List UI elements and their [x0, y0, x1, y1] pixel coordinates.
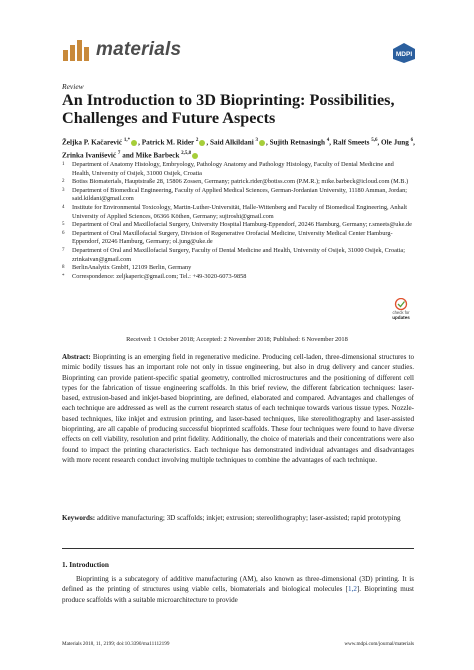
affiliation-item [62, 264, 412, 273]
affiliation-number: 4 [62, 204, 65, 210]
affiliation-text: Botiss Biomaterials, Hauptstraße 28, 15806 Zossen, Germany; patrick.rider@botiss.com (P.M.R.); mike.barbeck@icloud.com (M.B.) [72, 178, 409, 186]
orcid-icon[interactable] [131, 140, 137, 146]
abstract-text: Bioprinting is an emerging field in regenerative medicine. Producing cell-laden, three-dimensional structures to mimic bodily tissues has an important role not only in tissue engineering, but also in drug delivery and cancer studies. Bioprinting can provide patient-specific spatial geometry, controlled microstructures and the positioning of different cell types for the fabrication of tissue engineering scaffolds. In this brief review, the different fabrication techniques: laser-based, extrusion-based and inkjet-based bioprinting, are defined, elaborated and compared. Advantages and challenges of each technique are addressed as well as the current research status of each technique towards various tissue types. Nozzle-based techniques, like inkjet and extrusion printing, and laser-based techniques, like stereolithography and laser-assisted bioprinting, are all capable of producing successful bioprinted scaffolds. These four techniques were found to have diverse effects on cell viability, resolution and print fidelity. Additionally, the choice of materials and their concentrations were also found to impact the printing characteristics. Each technique has demonstrated individual advantages and disadvantages with more recent research conduct involving multiple techniques to combine the advantages of each technique. [62, 353, 414, 464]
orcid-icon[interactable] [259, 140, 265, 146]
journal-name: materials [96, 39, 182, 60]
journal-header [62, 36, 414, 66]
paper-title: An Introduction to 3D Bioprinting: Possibilities, Challenges and Future Aspects [62, 91, 395, 127]
author-name: Mike Barbeck [135, 151, 182, 160]
check-for-updates-badge[interactable] [381, 298, 421, 320]
publisher-label: MDPI [395, 51, 413, 58]
affiliation-item [62, 221, 412, 230]
author-name: Zrinka Ivanišević [62, 151, 118, 160]
affiliation-text: Department of Oral Maxillofacial Surgery, Division of Regenerative Orofacial Medicine, University Medical Center Hamburg-Eppendorf, 20246 Hamburg, Germany; ol.jung@uke.de [72, 229, 393, 246]
footer-citation: Materials 2018, 11, 2199; doi:10.3390/ma11112199 [62, 641, 170, 647]
affiliation-text: Institute for Environmental Toxicology, Martin-Luther-Universität, Halle-Wittenberg and Faculty of Biomedical Engineering, Anhalt University of Applied Sciences, 06366 Köthen, Germany; sujiroshi@gmail.com [72, 203, 407, 220]
affiliation-text: Department of Biomedical Engineering, Faculty of Applied Medical Sciences, German-Jordanian University, 11180 Amman, Jordan; said.kildani@gmail.com [72, 186, 408, 203]
affiliation-text: Correspondence: zeljkaperic@gmail.com; Tel.: +49-3020-6073-9858 [72, 272, 247, 280]
mdpi-logo-icon [392, 42, 416, 64]
intro-part1: Bioprinting is a subcategory of additive manufacturing (AM), also known as three-dimensional (3D) printing. It is defined as the printing of structures using viable cells, biomaterials and biological molecules [ [62, 575, 414, 594]
affiliation-number: 6 [62, 230, 65, 236]
keywords-text: additive manufacturing; 3D scaffolds; inkjet; extrusion; stereolithography; laser-assisted; rapid prototyping [96, 514, 401, 522]
affiliation-item [62, 187, 412, 204]
intro-part2: ]. Bioprinting must produce scaffolds with a suitable microarchitecture to provide [62, 585, 414, 604]
author-affiliation-marker: 3 [255, 138, 259, 143]
materials-logo-icon [62, 36, 90, 62]
affiliation-item [62, 204, 412, 221]
affiliation-item [62, 247, 412, 264]
keywords-label: Keywords: [62, 514, 96, 522]
author-affiliation-marker: 6 [410, 138, 414, 143]
abstract [62, 352, 414, 465]
author-affiliation-marker: 2,5,8 [181, 151, 192, 157]
affiliation-item [62, 273, 412, 282]
author-affiliation-marker: 7 [117, 151, 121, 157]
orcid-icon[interactable] [192, 153, 198, 159]
abstract-label: Abstract: [62, 353, 91, 361]
badge-line1: check for [392, 310, 410, 315]
affiliation-number: 7 [62, 247, 65, 253]
keywords [62, 513, 414, 523]
affiliation-item [62, 230, 412, 247]
author-name: Ole Jung [381, 138, 411, 147]
citation-link[interactable]: 1,2 [348, 585, 357, 594]
affiliation-number: 8 [62, 265, 65, 271]
divider [62, 548, 414, 549]
publication-dates: Received: 1 October 2018; Accepted: 2 November 2018; Published: 6 November 2018 [126, 336, 348, 343]
author-affiliation-marker: 1,* [123, 138, 131, 143]
affiliation-number: * [62, 273, 65, 279]
author-affiliation-marker: 4 [326, 138, 330, 143]
author-list: Željka P. Kačarević $^{1,*}$ , Patrick M. Rider $^2$ , Said Alkildani $^3$ , Sujith Retnasingh $^4$, Ralf Smeets $^{5,6}$, Ole Jung $^6$, Zrinka Ivanišević $^7$ and Mike Barbeck $^{2,5,8}$ [62, 138, 415, 160]
affiliation-number: 5 [62, 222, 65, 228]
article-type: Review [62, 82, 84, 91]
affiliation-item [62, 178, 412, 187]
author-name: Ralf Smeets [332, 138, 372, 147]
affiliation-number: 3 [62, 187, 65, 193]
author-name: Patrick M. Rider [141, 138, 196, 147]
author-name: Said Alkildani [210, 138, 256, 147]
author-affiliation-marker: 2 [195, 138, 199, 143]
author-name: Željka P. Kačarević [62, 138, 124, 147]
author-affiliation-marker: 5,6 [371, 138, 378, 143]
affiliation-number: 1 [62, 162, 65, 167]
introduction-text [62, 574, 414, 605]
section-heading: 1. Introduction [62, 560, 109, 569]
badge-line2: updates [392, 315, 410, 320]
affiliation-text: Department of Oral and Maxillofacial Surgery, Faculty of Dental Medicine and Health, University of Osijek, 31000 Osijek, Croatia; zrinkaivan@gmail.com [72, 246, 405, 263]
affiliation-text: Department of Oral and Maxillofacial Surgery, University Hospital Hamburg-Eppendorf, 20246 Hamburg, Germany; r.smeets@uke.de [72, 221, 412, 229]
orcid-icon[interactable] [199, 140, 205, 146]
affiliations [62, 161, 412, 281]
affiliation-text: Department of Anatomy Histology, Embryology, Pathology Anatomy and Pathology Histology, Faculty of Dental Medicine and Health, University of Osijek, 31000 Osijek, Croatia [72, 161, 394, 177]
affiliation-text: BerlinAnalytix GmbH, 12109 Berlin, Germany [72, 264, 192, 272]
footer-url[interactable]: www.mdpi.com/journal/materials [344, 641, 414, 647]
author-name: Sujith Retnasingh [269, 138, 327, 147]
affiliation-item [62, 161, 412, 178]
affiliation-number: 2 [62, 179, 65, 185]
